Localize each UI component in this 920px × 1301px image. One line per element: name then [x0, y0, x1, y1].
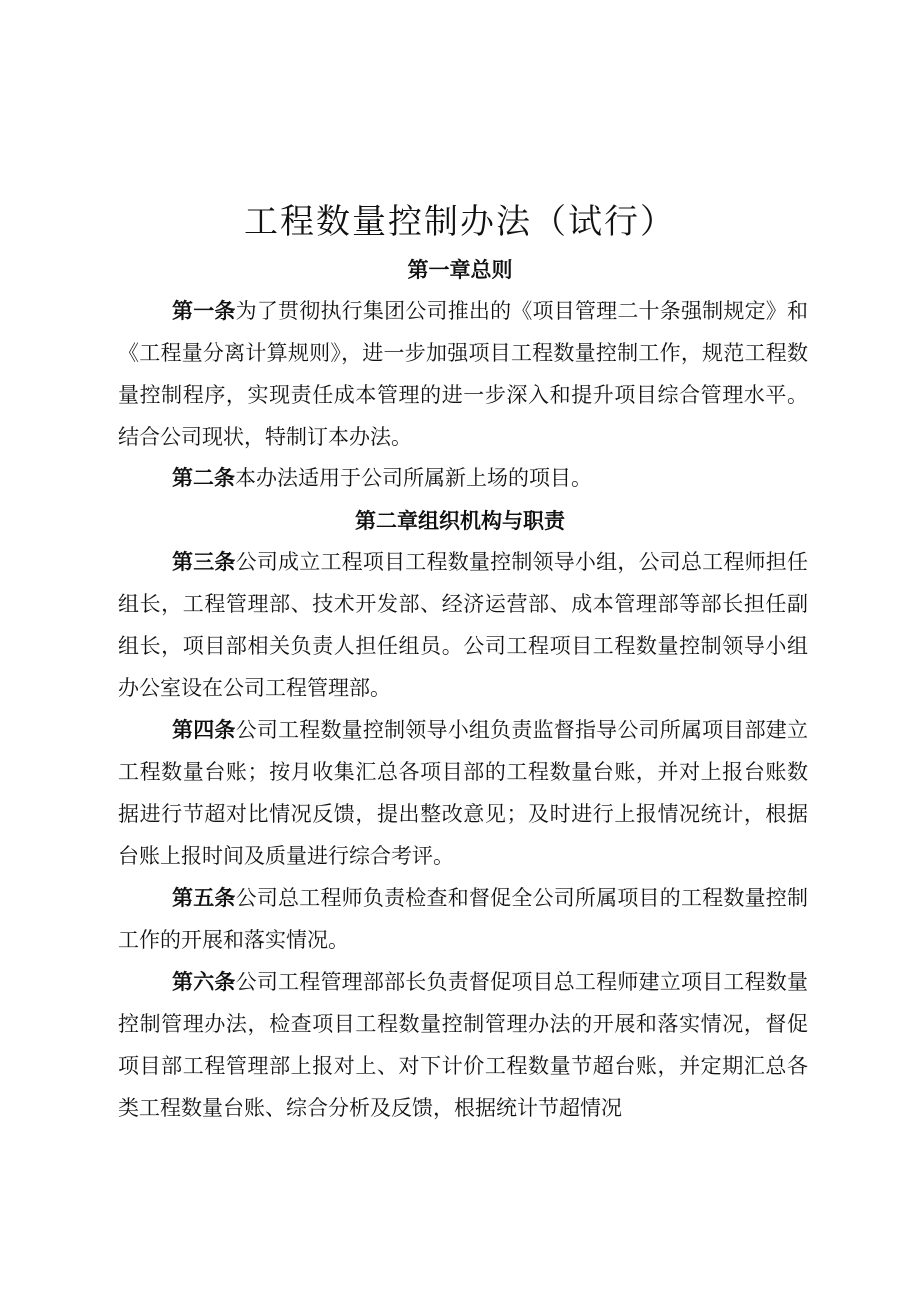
article-text: 公司工程管理部部长负责督促项目总工程师建立项目工程数量控制管理办法，检查项目工程数量控制管理办法的开展和落实情况，督促项目部工程管理部上报对上、对下计价工程数量节超台账，并定期汇总各类工程数量台账、综合分析及反馈，根据统计节超情况: [118, 970, 809, 1120]
article-paragraph: [118, 457, 808, 499]
chapter-heading: 第二章组织机构与职责: [355, 509, 565, 533]
article-text: 本办法适用于公司所属新上场的项目。: [235, 466, 592, 490]
article-text: 公司成立工程项目工程数量控制领导小组，公司总工程师担任组长，工程管理部、技术开发部、经济运营部、成本管理部等部长担任副组长，项目部相关负责人担任组员。公司工程项目工程数量控制领导小组办公室设在公司工程管理部。: [118, 550, 809, 700]
article-paragraph: [118, 541, 808, 709]
article-label: 第三条: [172, 550, 236, 574]
document-title: 工程数量控制办法（试行）: [244, 202, 676, 242]
article-label: 第六条: [172, 970, 236, 994]
article-paragraph: [118, 290, 808, 458]
article-label: 第五条: [172, 886, 236, 910]
article-label: 第一条: [172, 299, 236, 323]
article-paragraph: [118, 709, 808, 877]
article-text: 公司工程数量控制领导小组负责监督指导公司所属项目部建立工程数量台账；按月收集汇总各项目部的工程数量台账，并对上报台账数据进行节超对比情况反馈，提出整改意见；及时进行上报情况统计，根据台账上报时间及质量进行综合考评。: [118, 718, 809, 868]
article-paragraph: [118, 877, 808, 961]
article-paragraph: [118, 961, 808, 1129]
article-text: 公司总工程师负责检查和督促全公司所属项目的工程数量控制工作的开展和落实情况。: [118, 886, 809, 952]
article-label: 第四条: [172, 718, 236, 742]
article-label: 第二条: [172, 466, 235, 490]
chapter-heading: 第一章总则: [407, 258, 513, 282]
article-text: 为了贯彻执行集团公司推出的《项目管理二十条强制规定》和《工程量分离计算规则》，进一步加强项目工程数量控制工作，规范工程数量控制程序，实现责任成本管理的进一步深入和提升项目综合管理水平。结合公司现状，特制订本办法。: [118, 299, 809, 449]
